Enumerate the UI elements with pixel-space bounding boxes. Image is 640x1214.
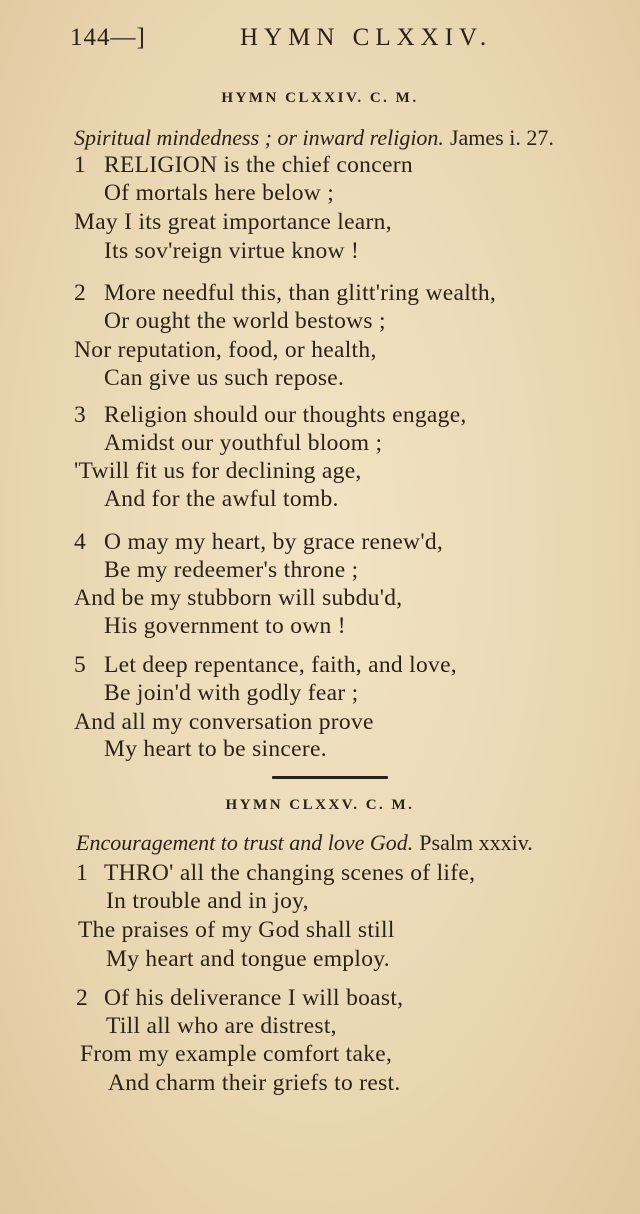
- verse-line: From my example comfort take,: [80, 1041, 393, 1067]
- verse-line: Of his deliverance I will boast,: [104, 985, 404, 1011]
- stanza-number: 1: [76, 860, 89, 886]
- verse-line: And charm their griefs to rest.: [108, 1070, 401, 1096]
- verse-line: 'Twill fit us for declining age,: [74, 458, 362, 484]
- verse-line: And for the awful tomb.: [104, 486, 339, 512]
- hymn-heading: HYMN CLXXV. C. M.: [225, 797, 415, 813]
- verse-line: Till all who are distrest,: [106, 1013, 337, 1039]
- verse-line: Religion should our thoughts engage,: [104, 402, 467, 428]
- subject-text: Spiritual mindedness ; or inward religion.: [74, 125, 444, 150]
- section-divider: [272, 776, 388, 779]
- verse-line: Be join'd with godly fear ;: [104, 680, 359, 706]
- verse-line: Amidst our youthful bloom ;: [104, 430, 383, 456]
- scripture-reference: Psalm xxxiv.: [419, 830, 533, 855]
- verse-line: Let deep repentance, faith, and love,: [104, 652, 457, 678]
- stanza-number: 2: [76, 985, 89, 1011]
- verse-line: Of mortals here below ;: [104, 180, 335, 206]
- verse-line: THRO' all the changing scenes of life,: [104, 860, 476, 886]
- verse-line: My heart to be sincere.: [104, 736, 327, 762]
- verse-line: Nor reputation, food, or health,: [74, 337, 377, 363]
- stanza-number: 4: [74, 529, 87, 555]
- hymn-subject: [74, 125, 554, 151]
- verse-line: Or ought the world bestows ;: [104, 308, 386, 334]
- verse-line: Can give us such repose.: [104, 365, 345, 391]
- page-number: 144—]: [70, 24, 146, 51]
- verse-line: RELIGION is the chief concern: [104, 152, 413, 178]
- verse-line: His government to own !: [104, 613, 346, 639]
- subject-text: Encouragement to trust and love God.: [76, 830, 414, 855]
- running-head: [70, 24, 540, 60]
- verse-line: In trouble and in joy,: [106, 888, 309, 914]
- verse-line: O may my heart, by grace renew'd,: [104, 529, 444, 555]
- hymn-heading: HYMN CLXXIV. C. M.: [221, 90, 419, 106]
- stanza-number: 3: [74, 402, 87, 428]
- scripture-reference: James i. 27.: [449, 125, 554, 150]
- verse-line: And all my conversation prove: [74, 709, 374, 735]
- verse-line: Be my redeemer's throne ;: [104, 557, 359, 583]
- stanza-number: 2: [74, 280, 87, 306]
- stanza-number: 1: [74, 152, 87, 178]
- verse-line: My heart and tongue employ.: [106, 946, 390, 972]
- verse-line: The praises of my God shall still: [78, 917, 395, 943]
- running-title: HYMN CLXXIV.: [240, 24, 493, 51]
- verse-line: More needful this, than glitt'ring wealth,: [104, 280, 497, 306]
- hymn-subject: [76, 830, 533, 856]
- verse-line: Its sov'reign virtue know !: [104, 238, 360, 264]
- stanza-number: 5: [74, 652, 87, 678]
- verse-line: May I its great importance learn,: [74, 209, 392, 235]
- verse-line: And be my stubborn will subdu'd,: [74, 585, 403, 611]
